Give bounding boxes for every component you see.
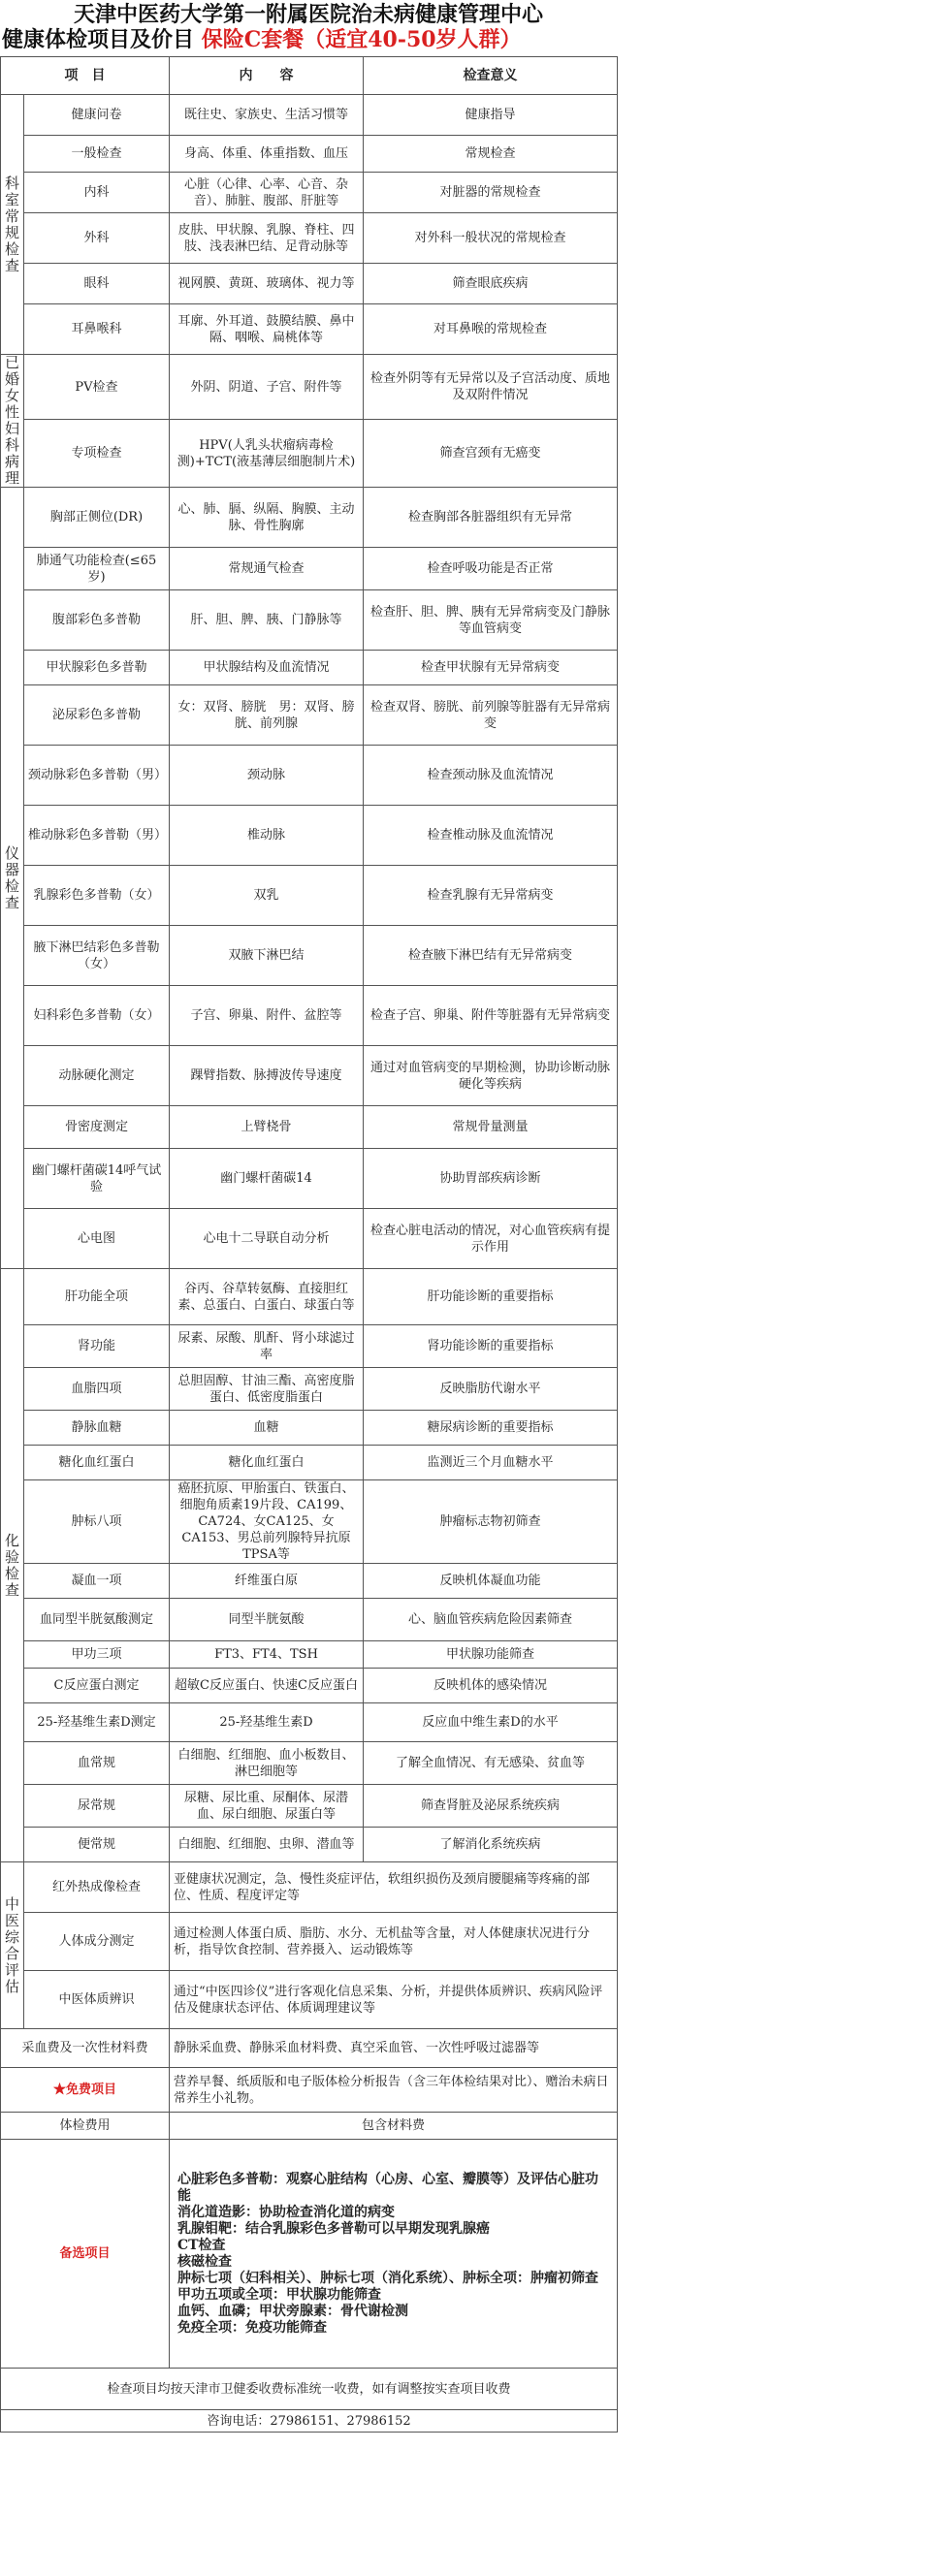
category-label: 中医综合评估 bbox=[4, 1894, 19, 1995]
cell-content: 视网膜、黄斑、玻璃体、视力等 bbox=[170, 264, 364, 304]
table-row bbox=[1, 1269, 618, 1325]
cell-meaning: 检查呼吸功能是否正常 bbox=[364, 548, 618, 590]
table-row bbox=[1, 1149, 618, 1209]
cell-meaning: 对耳鼻喉的常规检查 bbox=[364, 304, 618, 355]
cell-item: 乳腺彩色多普勒（女） bbox=[24, 866, 170, 926]
fee-item: ★免费项目 bbox=[1, 2068, 170, 2113]
cell-meaning: 协助胃部疾病诊断 bbox=[364, 1149, 618, 1209]
fee-row bbox=[1, 2113, 618, 2140]
cell-meaning: 肿瘤标志物初筛查 bbox=[364, 1480, 618, 1564]
cell-meaning: 糖尿病诊断的重要指标 bbox=[364, 1411, 618, 1446]
category-tcm bbox=[1, 1862, 24, 2029]
cell-content: 外阴、阴道、子宫、附件等 bbox=[170, 355, 364, 420]
cell-content: 总胆固醇、甘油三酯、高密度脂蛋白、低密度脂蛋白 bbox=[170, 1368, 364, 1411]
table-row bbox=[1, 488, 618, 548]
table-row bbox=[1, 355, 618, 420]
cell-item: 妇科彩色多普勒（女） bbox=[24, 986, 170, 1046]
cell-meaning: 心、脑血管疾病危险因素筛查 bbox=[364, 1599, 618, 1641]
checkup-table bbox=[0, 56, 618, 2433]
cell-meaning: 检查心脏电活动的情况，对心血管疾病有提示作用 bbox=[364, 1209, 618, 1269]
header-item: 项 目 bbox=[1, 57, 170, 95]
table-row bbox=[1, 1480, 618, 1564]
cell-content: 常规通气检查 bbox=[170, 548, 364, 590]
fee-item: 体检费用 bbox=[1, 2113, 170, 2140]
footer-phone: 咨询电话：27986151、27986152 bbox=[1, 2410, 618, 2433]
cell-item: 糖化血红蛋白 bbox=[24, 1446, 170, 1480]
cell-item: 血同型半胱氨酸测定 bbox=[24, 1599, 170, 1641]
cell-meaning: 检查子宫、卵巢、附件等脏器有无异常病变 bbox=[364, 986, 618, 1046]
table-row bbox=[1, 548, 618, 590]
cell-content: 女：双肾、膀胱 男：双肾、膀胱、前列腺 bbox=[170, 685, 364, 746]
table-row bbox=[1, 590, 618, 651]
table-row bbox=[1, 213, 618, 264]
cell-item: 眼科 bbox=[24, 264, 170, 304]
cell-content: 心脏（心律、心率、心音、杂音）、肺脏、腹部、肝脏等 bbox=[170, 173, 364, 213]
cell-meaning: 监测近三个月血糖水平 bbox=[364, 1446, 618, 1480]
cell-item: 肿标八项 bbox=[24, 1480, 170, 1564]
cell-item: 便常规 bbox=[24, 1828, 170, 1862]
cell-content: 子宫、卵巢、附件、盆腔等 bbox=[170, 986, 364, 1046]
optional-item: 心脏彩色多普勒：观察心脏结构（心房、心室、瓣膜等）及评估心脏功能 bbox=[177, 2171, 598, 2204]
cell-item: 凝血一项 bbox=[24, 1564, 170, 1599]
cell-meaning: 检查胸部各脏器组织有无异常 bbox=[364, 488, 618, 548]
cell-content: 谷丙、谷草转氨酶、直接胆红素、总蛋白、白蛋白、球蛋白等 bbox=[170, 1269, 364, 1325]
category-lab bbox=[1, 1269, 24, 1862]
table-row bbox=[1, 1785, 618, 1828]
table-row bbox=[1, 95, 618, 136]
cell-content: 尿素、尿酸、肌酐、肾小球滤过率 bbox=[170, 1325, 364, 1368]
cell-meaning: 筛查宫颈有无癌变 bbox=[364, 420, 618, 488]
cell-item: 25-羟基维生素D测定 bbox=[24, 1703, 170, 1742]
category-married bbox=[1, 355, 24, 488]
table-row bbox=[1, 1669, 618, 1703]
cell-content: 皮肤、甲状腺、乳腺、脊柱、四肢、浅表淋巴结、足背动脉等 bbox=[170, 213, 364, 264]
cell-content: 上臂桡骨 bbox=[170, 1106, 364, 1149]
cell-meaning: 了解消化系统疾病 bbox=[364, 1828, 618, 1862]
table-row bbox=[1, 264, 618, 304]
cell-item: 人体成分测定 bbox=[24, 1913, 170, 1971]
cell-meaning: 了解全血情况、有无感染、贫血等 bbox=[364, 1742, 618, 1785]
cell-meaning: 健康指导 bbox=[364, 95, 618, 136]
cell-meaning: 对外科一般状况的常规检查 bbox=[364, 213, 618, 264]
cell-content: 颈动脉 bbox=[170, 746, 364, 806]
cell-meaning: 反映脂肪代谢水平 bbox=[364, 1368, 618, 1411]
cell-content: 双乳 bbox=[170, 866, 364, 926]
cell-content: 踝臂指数、脉搏波传导速度 bbox=[170, 1046, 364, 1106]
fee-item: 采血费及一次性材料费 bbox=[1, 2029, 170, 2068]
fee-content: 营养早餐、纸质版和电子版体检分析报告（含三年体检结果对比）、赠治未病日常养生小礼物。 bbox=[170, 2068, 618, 2113]
cell-meaning: 筛查肾脏及泌尿系统疾病 bbox=[364, 1785, 618, 1828]
table-row bbox=[1, 1971, 618, 2029]
cell-meaning: 反映机体凝血功能 bbox=[364, 1564, 618, 1599]
table-row bbox=[1, 986, 618, 1046]
cell-item: 专项检查 bbox=[24, 420, 170, 488]
cell-content: 耳廓、外耳道、鼓膜结膜、鼻中隔、咽喉、扁桃体等 bbox=[170, 304, 364, 355]
cell-meaning: 肝功能诊断的重要指标 bbox=[364, 1269, 618, 1325]
cell-item: 腹部彩色多普勒 bbox=[24, 590, 170, 651]
table-row bbox=[1, 1046, 618, 1106]
table-row bbox=[1, 1862, 618, 1913]
cell-content: 既往史、家族史、生活习惯等 bbox=[170, 95, 364, 136]
cell-content: 通过“中医四诊仪”进行客观化信息采集、分析，并提供体质辨识、疾病风险评估及健康状态评估、体质调理建议等 bbox=[170, 1971, 618, 2029]
table-row bbox=[1, 926, 618, 986]
category-label: 已婚女性妇科病理 bbox=[4, 354, 19, 487]
cell-content: 甲状腺结构及血流情况 bbox=[170, 651, 364, 685]
fee-row bbox=[1, 2068, 618, 2113]
fee-content: 静脉采血费、静脉采血材料费、真空采血管、一次性呼吸过滤器等 bbox=[170, 2029, 618, 2068]
category-label: 化验检查 bbox=[4, 1531, 19, 1599]
table-row bbox=[1, 746, 618, 806]
table-row bbox=[1, 173, 618, 213]
footer-note-row bbox=[1, 2369, 618, 2410]
cell-item: 外科 bbox=[24, 213, 170, 264]
fee-content: 包含材料费 bbox=[170, 2113, 618, 2140]
optional-item: 肿标七项（妇科相关）、肿标七项（消化系统）、肿标全项：肿瘤初筛查 bbox=[177, 2270, 598, 2286]
table-row bbox=[1, 1368, 618, 1411]
table-row bbox=[1, 1703, 618, 1742]
category-routine bbox=[1, 95, 24, 355]
header-content: 内 容 bbox=[170, 57, 364, 95]
cell-item: 静脉血糖 bbox=[24, 1411, 170, 1446]
category-instrument bbox=[1, 488, 24, 1269]
cell-content: HPV(人乳头状瘤病毒检测)+TCT(液基薄层细胞制片术) bbox=[170, 420, 364, 488]
cell-content: 癌胚抗原、甲胎蛋白、铁蛋白、细胞角质素19片段、CA199、CA724、女CA125、女CA153、男总前列腺特异抗原TPSA等 bbox=[170, 1480, 364, 1564]
cell-item: 甲状腺彩色多普勒 bbox=[24, 651, 170, 685]
page-title: 天津中医药大学第一附属医院治未病健康管理中心 bbox=[73, 2, 543, 27]
cell-content: 白细胞、红细胞、虫卵、潜血等 bbox=[170, 1828, 364, 1862]
cell-content: 幽门螺杆菌碳14 bbox=[170, 1149, 364, 1209]
table-row bbox=[1, 1209, 618, 1269]
cell-content: 双腋下淋巴结 bbox=[170, 926, 364, 986]
cell-item: 一般检查 bbox=[24, 136, 170, 173]
footer-note: 检查项目均按天津市卫健委收费标准统一收费，如有调整按实查项目收费 bbox=[1, 2369, 618, 2410]
cell-content: 身高、体重、体重指数、血压 bbox=[170, 136, 364, 173]
table-row bbox=[1, 685, 618, 746]
cell-item: 骨密度测定 bbox=[24, 1106, 170, 1149]
cell-meaning: 检查甲状腺有无异常病变 bbox=[364, 651, 618, 685]
cell-content: 椎动脉 bbox=[170, 806, 364, 866]
cell-content: 肝、胆、脾、胰、门静脉等 bbox=[170, 590, 364, 651]
cell-item: 血常规 bbox=[24, 1742, 170, 1785]
cell-item: 中医体质辨识 bbox=[24, 1971, 170, 2029]
cell-content: 亚健康状况测定，急、慢性炎症评估，软组织损伤及颈肩腰腿痛等疼痛的部位、性质、程度评定等 bbox=[170, 1862, 618, 1913]
cell-meaning: 筛查眼底疾病 bbox=[364, 264, 618, 304]
optional-item: 消化道造影：协助检查消化道的病变 bbox=[177, 2204, 395, 2220]
table-row bbox=[1, 136, 618, 173]
page-subtitle bbox=[0, 27, 617, 56]
cell-content: 白细胞、红细胞、血小板数目、淋巴细胞等 bbox=[170, 1742, 364, 1785]
cell-meaning: 检查颈动脉及血流情况 bbox=[364, 746, 618, 806]
cell-meaning: 常规骨量测量 bbox=[364, 1106, 618, 1149]
package-name: 保险C套餐（适宜40-50岁人群） bbox=[201, 27, 522, 52]
cell-content: 同型半胱氨酸 bbox=[170, 1599, 364, 1641]
cell-item: C反应蛋白测定 bbox=[24, 1669, 170, 1703]
cell-content: 血糖 bbox=[170, 1411, 364, 1446]
cell-item: 肝功能全项 bbox=[24, 1269, 170, 1325]
table-row bbox=[1, 1828, 618, 1862]
cell-item: 耳鼻喉科 bbox=[24, 304, 170, 355]
optional-item: 乳腺钼靶：结合乳腺彩色多普勒可以早期发现乳腺癌 bbox=[177, 2220, 490, 2237]
cell-content: 25-羟基维生素D bbox=[170, 1703, 364, 1742]
table-row bbox=[1, 1599, 618, 1641]
cell-item: 内科 bbox=[24, 173, 170, 213]
table-row bbox=[1, 806, 618, 866]
optional-item: 核磁检查 bbox=[177, 2253, 232, 2270]
subtitle-prefix: 健康体检项目及价目 bbox=[2, 27, 195, 52]
optional-item: 血钙、血磷；甲状旁腺素：骨代谢检测 bbox=[177, 2303, 408, 2319]
table-row bbox=[1, 651, 618, 685]
cell-meaning: 检查双肾、膀胱、前列腺等脏器有无异常病变 bbox=[364, 685, 618, 746]
header-meaning: 检查意义 bbox=[364, 57, 618, 95]
cell-meaning: 通过对血管病变的早期检测，协助诊断动脉硬化等疾病 bbox=[364, 1046, 618, 1106]
cell-item: 幽门螺杆菌碳14呼气试验 bbox=[24, 1149, 170, 1209]
table-header-row bbox=[1, 57, 618, 95]
optional-list bbox=[170, 2140, 618, 2369]
fee-row bbox=[1, 2029, 618, 2068]
cell-item: 椎动脉彩色多普勒（男） bbox=[24, 806, 170, 866]
cell-meaning: 常规检查 bbox=[364, 136, 618, 173]
cell-meaning: 检查外阴等有无异常以及子宫活动度、质地及双附件情况 bbox=[364, 355, 618, 420]
table-row bbox=[1, 1641, 618, 1669]
table-row bbox=[1, 1325, 618, 1368]
cell-item: 肾功能 bbox=[24, 1325, 170, 1368]
cell-meaning: 检查乳腺有无异常病变 bbox=[364, 866, 618, 926]
optional-label: 备选项目 bbox=[1, 2140, 170, 2369]
table-row bbox=[1, 420, 618, 488]
cell-item: 尿常规 bbox=[24, 1785, 170, 1828]
cell-meaning: 检查肝、胆、脾、胰有无异常病变及门静脉等血管病变 bbox=[364, 590, 618, 651]
cell-content: 糖化血红蛋白 bbox=[170, 1446, 364, 1480]
table-row bbox=[1, 1446, 618, 1480]
cell-content: FT3、FT4、TSH bbox=[170, 1641, 364, 1669]
cell-meaning: 甲状腺功能筛查 bbox=[364, 1641, 618, 1669]
cell-item: 颈动脉彩色多普勒（男） bbox=[24, 746, 170, 806]
cell-item: 甲功三项 bbox=[24, 1641, 170, 1669]
table-row bbox=[1, 1742, 618, 1785]
cell-meaning: 反应血中维生素D的水平 bbox=[364, 1703, 618, 1742]
cell-meaning: 对脏器的常规检查 bbox=[364, 173, 618, 213]
table-row bbox=[1, 304, 618, 355]
table-row bbox=[1, 1106, 618, 1149]
optional-row bbox=[1, 2140, 618, 2369]
cell-item: 胸部正侧位(DR) bbox=[24, 488, 170, 548]
cell-content: 纤维蛋白原 bbox=[170, 1564, 364, 1599]
cell-meaning: 反映机体的感染情况 bbox=[364, 1669, 618, 1703]
cell-item: 心电图 bbox=[24, 1209, 170, 1269]
cell-item: 肺通气功能检查(≤65岁) bbox=[24, 548, 170, 590]
optional-item: CT检查 bbox=[177, 2237, 226, 2253]
table-row bbox=[1, 1564, 618, 1599]
table-row bbox=[1, 866, 618, 926]
category-label: 科室常规检查 bbox=[4, 174, 19, 274]
cell-item: 动脉硬化测定 bbox=[24, 1046, 170, 1106]
cell-content: 心电十二导联自动分析 bbox=[170, 1209, 364, 1269]
table-row bbox=[1, 1411, 618, 1446]
cell-item: 腋下淋巴结彩色多普勒（女） bbox=[24, 926, 170, 986]
cell-meaning: 检查腋下淋巴结有无异常病变 bbox=[364, 926, 618, 986]
cell-item: 血脂四项 bbox=[24, 1368, 170, 1411]
cell-content: 超敏C反应蛋白、快速C反应蛋白 bbox=[170, 1669, 364, 1703]
cell-meaning: 检查椎动脉及血流情况 bbox=[364, 806, 618, 866]
footer-phone-row bbox=[1, 2410, 618, 2433]
optional-item: 免疫全项：免疫功能筛查 bbox=[177, 2319, 327, 2336]
optional-item: 甲功五项或全项：甲状腺功能筛查 bbox=[177, 2286, 381, 2303]
cell-item: PV检查 bbox=[24, 355, 170, 420]
cell-content: 尿糖、尿比重、尿酮体、尿潜血、尿白细胞、尿蛋白等 bbox=[170, 1785, 364, 1828]
cell-item: 红外热成像检查 bbox=[24, 1862, 170, 1913]
cell-meaning: 肾功能诊断的重要指标 bbox=[364, 1325, 618, 1368]
cell-item: 泌尿彩色多普勒 bbox=[24, 685, 170, 746]
category-label: 仪器检查 bbox=[4, 843, 19, 911]
cell-content: 通过检测人体蛋白质、脂肪、水分、无机盐等含量，对人体健康状况进行分析，指导饮食控制、营养摄入、运动锻炼等 bbox=[170, 1913, 618, 1971]
cell-content: 心、肺、膈、纵隔、胸膜、主动脉、骨性胸廓 bbox=[170, 488, 364, 548]
cell-item: 健康问卷 bbox=[24, 95, 170, 136]
table-row bbox=[1, 1913, 618, 1971]
